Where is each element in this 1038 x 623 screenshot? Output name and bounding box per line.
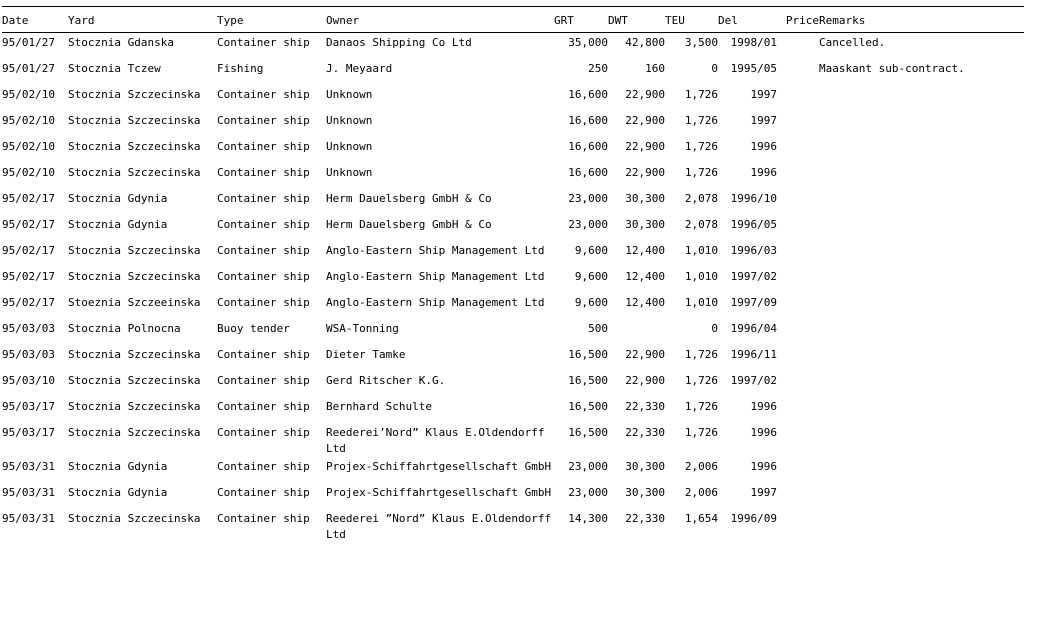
column-header-remarks: Remarks <box>819 7 1024 33</box>
cell-owner: Projex-Schiffahrtgesellschaft GmbH <box>326 486 552 499</box>
cell-grt: 16,500 <box>568 400 608 413</box>
cell-remarks <box>819 457 1024 483</box>
cell-type: Container ship <box>217 140 310 153</box>
cell-yard: Stocznia Polnocna <box>68 322 181 335</box>
cell-teu: 1,726 <box>684 374 718 387</box>
table-row <box>2 59 1024 85</box>
cell-price <box>777 267 819 293</box>
cell-price <box>777 33 819 60</box>
column-header-owner: Owner <box>326 7 554 33</box>
cell-owner: Herm Dauelsberg GmbH & Co <box>326 218 492 231</box>
table-row <box>2 319 1024 345</box>
cell-date: 95/03/17 <box>2 426 55 439</box>
cell-date: 95/02/10 <box>2 114 55 127</box>
cell-dwt: 12,400 <box>625 244 665 257</box>
cell-date: 95/02/17 <box>2 270 55 283</box>
cell-owner: Reederei ”Nord” Klaus E.Oldendorff Ltd <box>326 512 552 541</box>
cell-type: Container ship <box>217 374 310 387</box>
table-row <box>2 215 1024 241</box>
cell-dwt: 22,900 <box>625 166 665 179</box>
cell-remarks <box>819 509 1024 543</box>
cell-remarks <box>819 163 1024 189</box>
cell-dwt: 22,900 <box>625 348 665 361</box>
cell-remarks: Cancelled. <box>819 36 886 49</box>
cell-remarks <box>819 483 1024 509</box>
cell-dwt: 30,300 <box>625 192 665 205</box>
table-row <box>2 457 1024 483</box>
cell-date: 95/02/17 <box>2 296 55 309</box>
cell-price <box>777 509 819 543</box>
cell-del: 1997 <box>750 486 777 499</box>
cell-yard: Stocznia Szczecinska <box>68 426 201 439</box>
cell-del: 1996/05 <box>730 218 777 231</box>
cell-type: Container ship <box>217 400 310 413</box>
cell-type: Container ship <box>217 244 310 257</box>
table-row <box>2 111 1024 137</box>
header-row <box>2 7 1024 33</box>
table-row <box>2 137 1024 163</box>
cell-owner: Danaos Shipping Co Ltd <box>326 36 472 49</box>
cell-remarks <box>819 293 1024 319</box>
cell-price <box>777 215 819 241</box>
cell-date: 95/02/10 <box>2 140 55 153</box>
cell-grt: 23,000 <box>568 218 608 231</box>
cell-dwt: 12,400 <box>625 270 665 283</box>
cell-type: Container ship <box>217 460 310 473</box>
cell-del: 1996/04 <box>730 322 777 335</box>
cell-yard: Stocznia Gdynia <box>68 486 168 499</box>
cell-dwt: 22,330 <box>625 400 665 413</box>
cell-type: Buoy tender <box>217 322 290 335</box>
cell-teu: 0 <box>711 322 718 335</box>
table-body <box>2 33 1024 544</box>
cell-del: 1997 <box>750 114 777 127</box>
table-row <box>2 293 1024 319</box>
cell-date: 95/02/17 <box>2 218 55 231</box>
cell-teu: 1,654 <box>684 512 718 525</box>
cell-teu: 2,078 <box>684 218 718 231</box>
cell-teu: 1,726 <box>684 426 718 439</box>
cell-del: 1996 <box>750 400 777 413</box>
cell-price <box>777 189 819 215</box>
column-header-yard: Yard <box>68 7 217 33</box>
cell-grt: 16,600 <box>568 166 608 179</box>
cell-dwt: 22,330 <box>625 426 665 439</box>
cell-yard: Stocznia Szczecinska <box>68 244 201 257</box>
cell-owner: Gerd Ritscher K.G. <box>326 374 446 387</box>
column-header-grt: GRT <box>554 7 608 33</box>
cell-type: Container ship <box>217 114 310 127</box>
cell-owner: Herm Dauelsberg GmbH & Co <box>326 192 492 205</box>
cell-type: Container ship <box>217 512 310 525</box>
cell-owner: Bernhard Schulte <box>326 400 432 413</box>
cell-del: 1996 <box>750 166 777 179</box>
cell-type: Container ship <box>217 296 310 309</box>
cell-yard: Stocznia Szczecinska <box>68 374 201 387</box>
cell-teu: 2,006 <box>684 460 718 473</box>
cell-grt: 250 <box>588 62 608 75</box>
cell-grt: 16,500 <box>568 426 608 439</box>
cell-date: 95/03/31 <box>2 460 55 473</box>
cell-del: 1997/02 <box>730 270 777 283</box>
cell-dwt: 42,800 <box>625 36 665 49</box>
cell-type: Container ship <box>217 426 310 439</box>
cell-teu: 2,006 <box>684 486 718 499</box>
cell-price <box>777 111 819 137</box>
cell-teu: 0 <box>711 62 718 75</box>
cell-price <box>777 457 819 483</box>
cell-type: Fishing <box>217 62 264 75</box>
cell-price <box>777 397 819 423</box>
cell-yard: Stocznia Gdynia <box>68 460 168 473</box>
cell-grt: 9,600 <box>574 296 608 309</box>
cell-grt: 9,600 <box>574 270 608 283</box>
cell-yard: Stocznia Szczecinska <box>68 88 201 101</box>
cell-price <box>777 371 819 397</box>
cell-date: 95/03/31 <box>2 486 55 499</box>
cell-owner: Unknown <box>326 88 373 101</box>
column-header-dwt: DWT <box>608 7 665 33</box>
cell-remarks <box>819 215 1024 241</box>
cell-dwt: 22,900 <box>625 88 665 101</box>
table-row <box>2 483 1024 509</box>
cell-teu: 1,010 <box>684 244 718 257</box>
cell-grt: 500 <box>588 322 608 335</box>
cell-remarks: Maaskant sub-contract. <box>819 62 965 75</box>
cell-yard: Stoeznia Szczeeinska <box>68 296 201 309</box>
cell-owner: Unknown <box>326 166 373 179</box>
table-row <box>2 509 1024 543</box>
cell-remarks <box>819 397 1024 423</box>
cell-teu: 1,726 <box>684 140 718 153</box>
cell-type: Container ship <box>217 88 310 101</box>
cell-type: Container ship <box>217 192 310 205</box>
table-row <box>2 241 1024 267</box>
cell-dwt: 30,300 <box>625 486 665 499</box>
cell-grt: 16,500 <box>568 348 608 361</box>
ship-orders-table <box>2 6 1024 543</box>
cell-remarks <box>819 371 1024 397</box>
cell-date: 95/02/10 <box>2 88 55 101</box>
cell-date: 95/03/31 <box>2 512 55 525</box>
cell-del: 1997/09 <box>730 296 777 309</box>
cell-owner: Dieter Tamke <box>326 348 406 361</box>
table-row <box>2 397 1024 423</box>
cell-grt: 16,600 <box>568 88 608 101</box>
cell-del: 1996/10 <box>730 192 777 205</box>
cell-dwt: 30,300 <box>625 218 665 231</box>
cell-owner: Unknown <box>326 140 373 153</box>
column-header-price: Price <box>777 7 819 33</box>
cell-price <box>777 483 819 509</box>
cell-type: Container ship <box>217 270 310 283</box>
cell-dwt: 12,400 <box>625 296 665 309</box>
table-row <box>2 423 1024 457</box>
table-row <box>2 189 1024 215</box>
cell-price <box>777 345 819 371</box>
cell-teu: 1,726 <box>684 400 718 413</box>
cell-date: 95/02/10 <box>2 166 55 179</box>
cell-dwt: 30,300 <box>625 460 665 473</box>
cell-teu: 1,726 <box>684 348 718 361</box>
cell-date: 95/03/03 <box>2 348 55 361</box>
cell-price <box>777 137 819 163</box>
cell-price <box>777 59 819 85</box>
cell-dwt: 160 <box>645 62 665 75</box>
cell-yard: Stocznia Szczecinska <box>68 400 201 413</box>
cell-teu: 1,010 <box>684 270 718 283</box>
column-header-del: Del <box>718 7 777 33</box>
ship-orders-list <box>2 6 1024 543</box>
table-row <box>2 267 1024 293</box>
cell-owner: Unknown <box>326 114 373 127</box>
column-header-date: Date <box>2 7 68 33</box>
cell-remarks <box>819 137 1024 163</box>
cell-yard: Stocznia Szczecinska <box>68 270 201 283</box>
cell-grt: 16,600 <box>568 114 608 127</box>
cell-price <box>777 319 819 345</box>
cell-del: 1996 <box>750 460 777 473</box>
table-row <box>2 85 1024 111</box>
column-header-type: Type <box>217 7 326 33</box>
cell-dwt: 22,900 <box>625 374 665 387</box>
cell-type: Container ship <box>217 218 310 231</box>
cell-teu: 1,726 <box>684 166 718 179</box>
cell-del: 1996/11 <box>730 348 777 361</box>
cell-del: 1997/02 <box>730 374 777 387</box>
cell-remarks <box>819 189 1024 215</box>
cell-dwt: 22,900 <box>625 140 665 153</box>
cell-type: Container ship <box>217 486 310 499</box>
cell-grt: 16,500 <box>568 374 608 387</box>
cell-dwt: 22,330 <box>625 512 665 525</box>
cell-yard: Stocznia Szczecinska <box>68 512 201 525</box>
cell-teu: 1,010 <box>684 296 718 309</box>
cell-price <box>777 163 819 189</box>
cell-type: Container ship <box>217 348 310 361</box>
cell-del: 1996/03 <box>730 244 777 257</box>
cell-date: 95/01/27 <box>2 62 55 75</box>
cell-date: 95/03/10 <box>2 374 55 387</box>
cell-yard: Stocznia Gdynia <box>68 192 168 205</box>
table-row <box>2 371 1024 397</box>
cell-date: 95/02/17 <box>2 192 55 205</box>
cell-grt: 23,000 <box>568 192 608 205</box>
cell-del: 1995/05 <box>730 62 777 75</box>
cell-date: 95/03/03 <box>2 322 55 335</box>
cell-teu: 1,726 <box>684 114 718 127</box>
cell-del: 1996/09 <box>730 512 777 525</box>
cell-del: 1996 <box>750 426 777 439</box>
cell-price <box>777 423 819 457</box>
cell-remarks <box>819 241 1024 267</box>
cell-yard: Stocznia Szczecinska <box>68 348 201 361</box>
cell-dwt: 22,900 <box>625 114 665 127</box>
cell-grt: 9,600 <box>574 244 608 257</box>
cell-remarks <box>819 423 1024 457</box>
cell-owner: J. Meyaard <box>326 62 393 75</box>
cell-remarks <box>819 85 1024 111</box>
cell-date: 95/03/17 <box>2 400 55 413</box>
cell-price <box>777 241 819 267</box>
cell-teu: 1,726 <box>684 88 718 101</box>
cell-type: Container ship <box>217 166 310 179</box>
cell-date: 95/01/27 <box>2 36 55 49</box>
cell-owner: Projex-Schiffahrtgesellschaft GmbH <box>326 460 552 473</box>
cell-price <box>777 85 819 111</box>
cell-yard: Stocznia Szczecinska <box>68 166 201 179</box>
cell-del: 1997 <box>750 88 777 101</box>
table-header <box>2 7 1024 33</box>
cell-owner: Anglo-Eastern Ship Management Ltd <box>326 244 545 257</box>
cell-grt: 16,600 <box>568 140 608 153</box>
cell-remarks <box>819 111 1024 137</box>
cell-dwt <box>608 319 665 345</box>
cell-owner: Anglo-Eastern Ship Management Ltd <box>326 296 545 309</box>
cell-remarks <box>819 345 1024 371</box>
cell-teu: 2,078 <box>684 192 718 205</box>
cell-grt: 35,000 <box>568 36 608 49</box>
cell-yard: Stocznia Gdynia <box>68 218 168 231</box>
table-row <box>2 163 1024 189</box>
cell-teu: 3,500 <box>684 36 718 49</box>
cell-price <box>777 293 819 319</box>
table-row <box>2 345 1024 371</box>
cell-grt: 23,000 <box>568 486 608 499</box>
cell-yard: Stocznia Tczew <box>68 62 161 75</box>
cell-type: Container ship <box>217 36 310 49</box>
cell-remarks <box>819 319 1024 345</box>
cell-del: 1998/01 <box>730 36 777 49</box>
cell-grt: 23,000 <box>568 460 608 473</box>
column-header-teu: TEU <box>665 7 718 33</box>
cell-grt: 14,300 <box>568 512 608 525</box>
cell-yard: Stocznia Gdanska <box>68 36 174 49</box>
cell-del: 1996 <box>750 140 777 153</box>
cell-yard: Stocznia Szczecinska <box>68 114 201 127</box>
cell-owner: Anglo-Eastern Ship Management Ltd <box>326 270 545 283</box>
cell-owner: WSA-Tonning <box>326 322 399 335</box>
cell-yard: Stocznia Szczecinska <box>68 140 201 153</box>
cell-owner: Reederei’Nord” Klaus E.Oldendorff Ltd <box>326 426 545 455</box>
cell-remarks <box>819 267 1024 293</box>
table-row <box>2 33 1024 60</box>
cell-date: 95/02/17 <box>2 244 55 257</box>
